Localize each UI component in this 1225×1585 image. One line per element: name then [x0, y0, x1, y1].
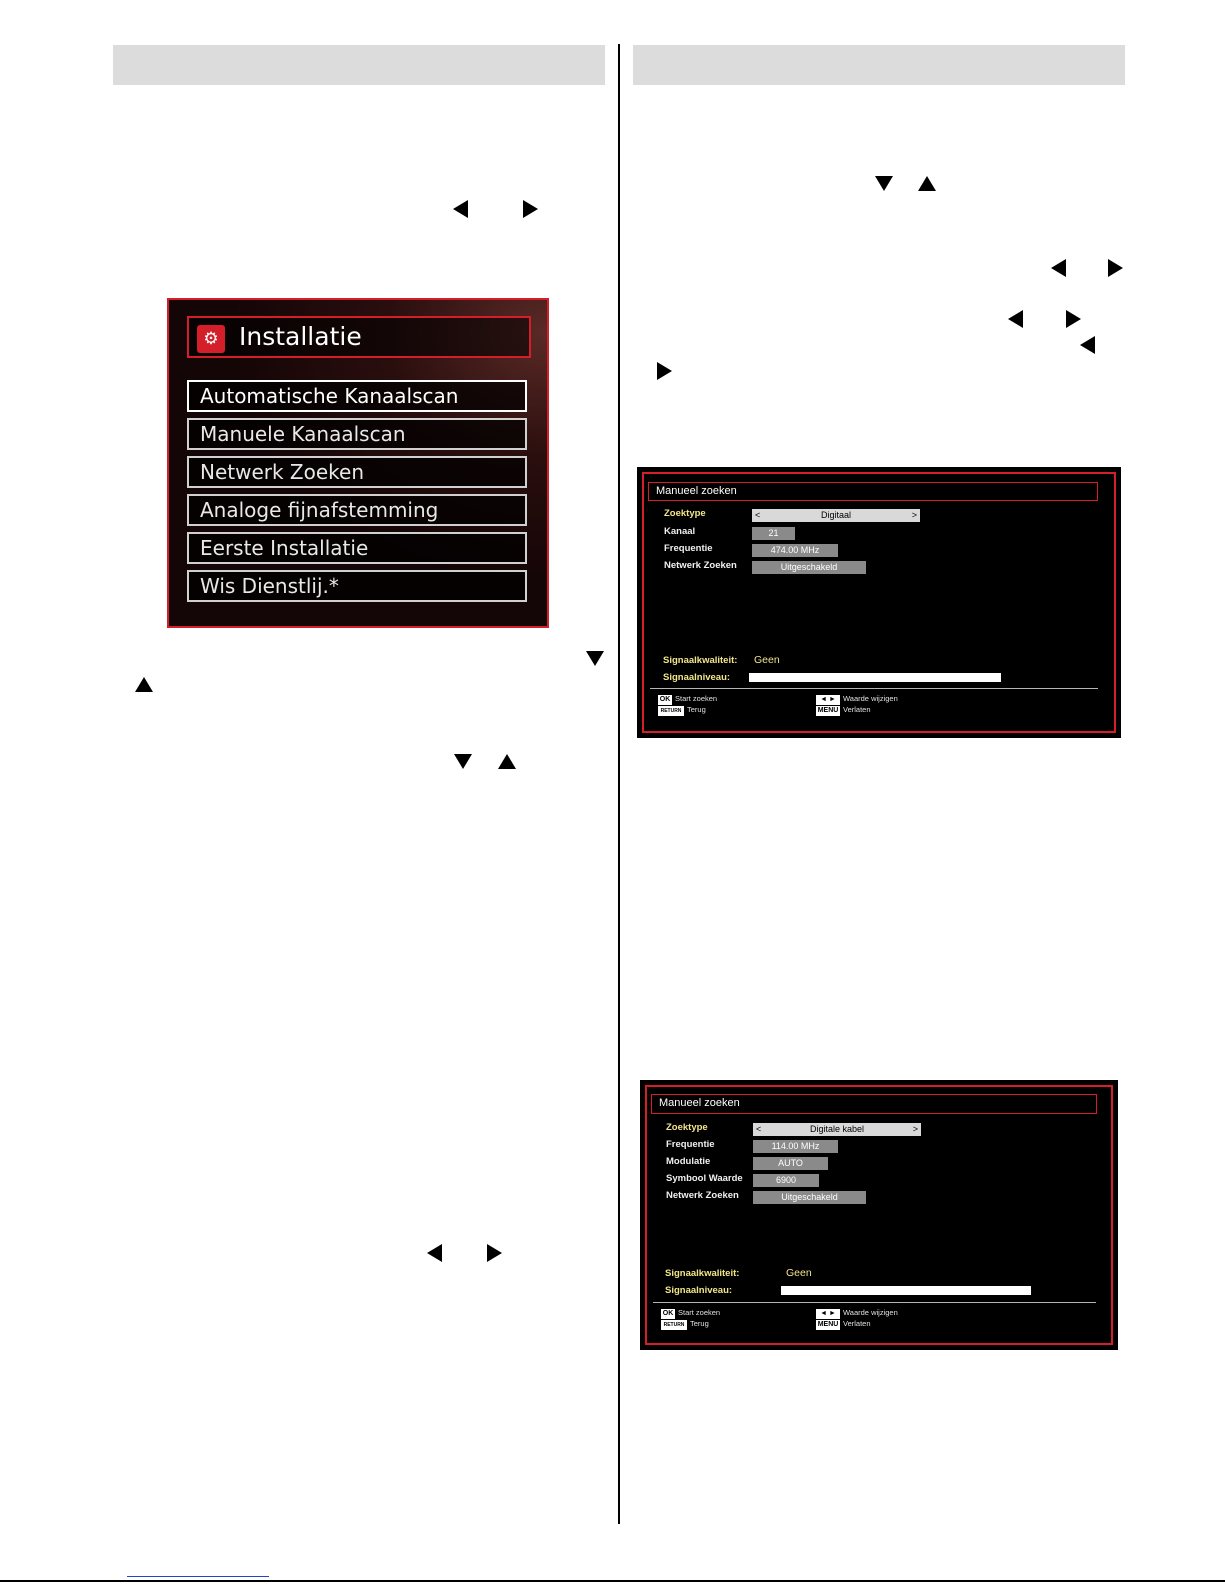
menu-item-analoge-fijnafstemming[interactable]: Analoge fijnafstemming: [187, 494, 527, 526]
right-arrow-icon: [523, 200, 538, 218]
chevron-left-icon[interactable]: <: [755, 510, 761, 520]
ok-key-icon: OK: [659, 696, 671, 703]
right-arrow-icon: [657, 362, 672, 380]
frequentie-value[interactable]: 114.00 MHz: [753, 1140, 838, 1153]
signal-quality-value: Geen: [786, 1267, 812, 1279]
row-label: Symbool Waarde: [666, 1173, 743, 1184]
row-label: Netwerk Zoeken: [664, 560, 737, 571]
screen-title: Manueel zoeken: [648, 482, 1098, 501]
row-label: Frequentie: [666, 1139, 715, 1150]
terug-hint: Terug: [687, 705, 706, 714]
waarde-wijzigen-hint: Waarde wijzigen: [843, 694, 898, 703]
footer-divider: [650, 688, 1098, 689]
signal-quality-label: Signaalkwaliteit:: [665, 1268, 740, 1279]
left-right-keys-icon: ◄ ►: [816, 695, 840, 705]
netwerk-zoeken-value[interactable]: Uitgeschakeld: [753, 1191, 866, 1204]
footer-divider: [653, 1302, 1096, 1303]
manueel-zoeken-screen-digitale-kabel: [640, 1080, 1118, 1350]
ok-key-icon: OK: [662, 1310, 674, 1317]
up-arrow-icon: [498, 754, 516, 769]
return-key-icon: RETURN: [661, 1320, 687, 1330]
signal-level-bar: [781, 1286, 1031, 1295]
row-label: Frequentie: [664, 543, 713, 554]
menu-key-icon: MENU: [817, 707, 839, 714]
row-label: Zoektype: [664, 508, 706, 519]
frequentie-value[interactable]: 474.00 MHz: [752, 544, 838, 557]
row-label: Zoektype: [666, 1122, 708, 1133]
manueel-zoeken-screen-digitaal: [637, 467, 1121, 738]
menu-item-manuele-kanaalscan[interactable]: Manuele Kanaalscan: [187, 418, 527, 450]
signal-quality-label: Signaalkwaliteit:: [663, 655, 738, 666]
left-arrow-icon: [1008, 310, 1023, 328]
row-label: Modulatie: [666, 1156, 711, 1167]
installatie-title-bar: [187, 316, 531, 358]
down-arrow-icon: [454, 754, 472, 769]
symbool-waarde-value[interactable]: 6900: [753, 1174, 819, 1187]
up-arrow-icon: [918, 176, 936, 191]
signal-level-label: Signaalniveau:: [663, 672, 731, 683]
verlaten-hint: Verlaten: [843, 1319, 871, 1328]
chevron-right-icon[interactable]: >: [912, 1124, 918, 1134]
left-section-header: [113, 45, 605, 85]
start-zoeken-hint: Start zoeken: [678, 1308, 721, 1317]
zoektype-selector[interactable]: < Digitaal >: [752, 509, 920, 522]
left-arrow-icon: [1080, 336, 1095, 354]
menu-item-eerste-installatie[interactable]: Eerste Installatie: [187, 532, 527, 564]
signal-quality-value: Geen: [754, 654, 780, 666]
return-key-icon: RETURN: [658, 706, 684, 716]
start-zoeken-hint: Start zoeken: [675, 694, 718, 703]
left-arrow-icon: [453, 200, 468, 218]
footer-rule: [0, 1580, 1225, 1582]
terug-hint: Terug: [690, 1319, 709, 1328]
installatie-menu: [167, 298, 549, 628]
kanaal-value[interactable]: 21: [752, 527, 795, 540]
footer-link-underline[interactable]: [127, 1576, 269, 1577]
right-arrow-icon: [487, 1244, 502, 1262]
left-arrow-icon: [1051, 259, 1066, 277]
zoektype-selector[interactable]: < Digitale kabel >: [753, 1123, 921, 1136]
up-arrow-icon: [135, 677, 153, 692]
row-label: Netwerk Zoeken: [666, 1190, 739, 1201]
right-arrow-icon: [1066, 310, 1081, 328]
menu-item-automatische-kanaalscan[interactable]: Automatische Kanaalscan: [187, 380, 527, 412]
column-divider: [618, 44, 620, 1524]
left-right-keys-icon: ◄ ►: [816, 1309, 840, 1319]
down-arrow-icon: [875, 176, 893, 191]
installatie-title: Installatie: [239, 322, 362, 351]
modulatie-value[interactable]: AUTO: [753, 1157, 828, 1170]
waarde-wijzigen-hint: Waarde wijzigen: [843, 1308, 898, 1317]
down-arrow-icon: [586, 651, 604, 666]
netwerk-zoeken-value[interactable]: Uitgeschakeld: [752, 561, 866, 574]
right-arrow-icon: [1108, 259, 1123, 277]
signal-level-bar: [749, 673, 1001, 682]
verlaten-hint: Verlaten: [843, 705, 871, 714]
left-arrow-icon: [427, 1244, 442, 1262]
row-label: Kanaal: [664, 526, 696, 537]
right-section-header: [633, 45, 1125, 85]
chevron-left-icon[interactable]: <: [756, 1124, 762, 1134]
screen-title: Manueel zoeken: [651, 1094, 1097, 1114]
menu-item-netwerk-zoeken[interactable]: Netwerk Zoeken: [187, 456, 527, 488]
chevron-right-icon[interactable]: >: [911, 510, 917, 520]
satellite-dish-icon: ⚙: [197, 325, 225, 353]
signal-level-label: Signaalniveau:: [665, 1285, 733, 1296]
menu-item-wis-dienstlijst[interactable]: Wis Dienstlij.*: [187, 570, 527, 602]
menu-key-icon: MENU: [817, 1321, 839, 1328]
